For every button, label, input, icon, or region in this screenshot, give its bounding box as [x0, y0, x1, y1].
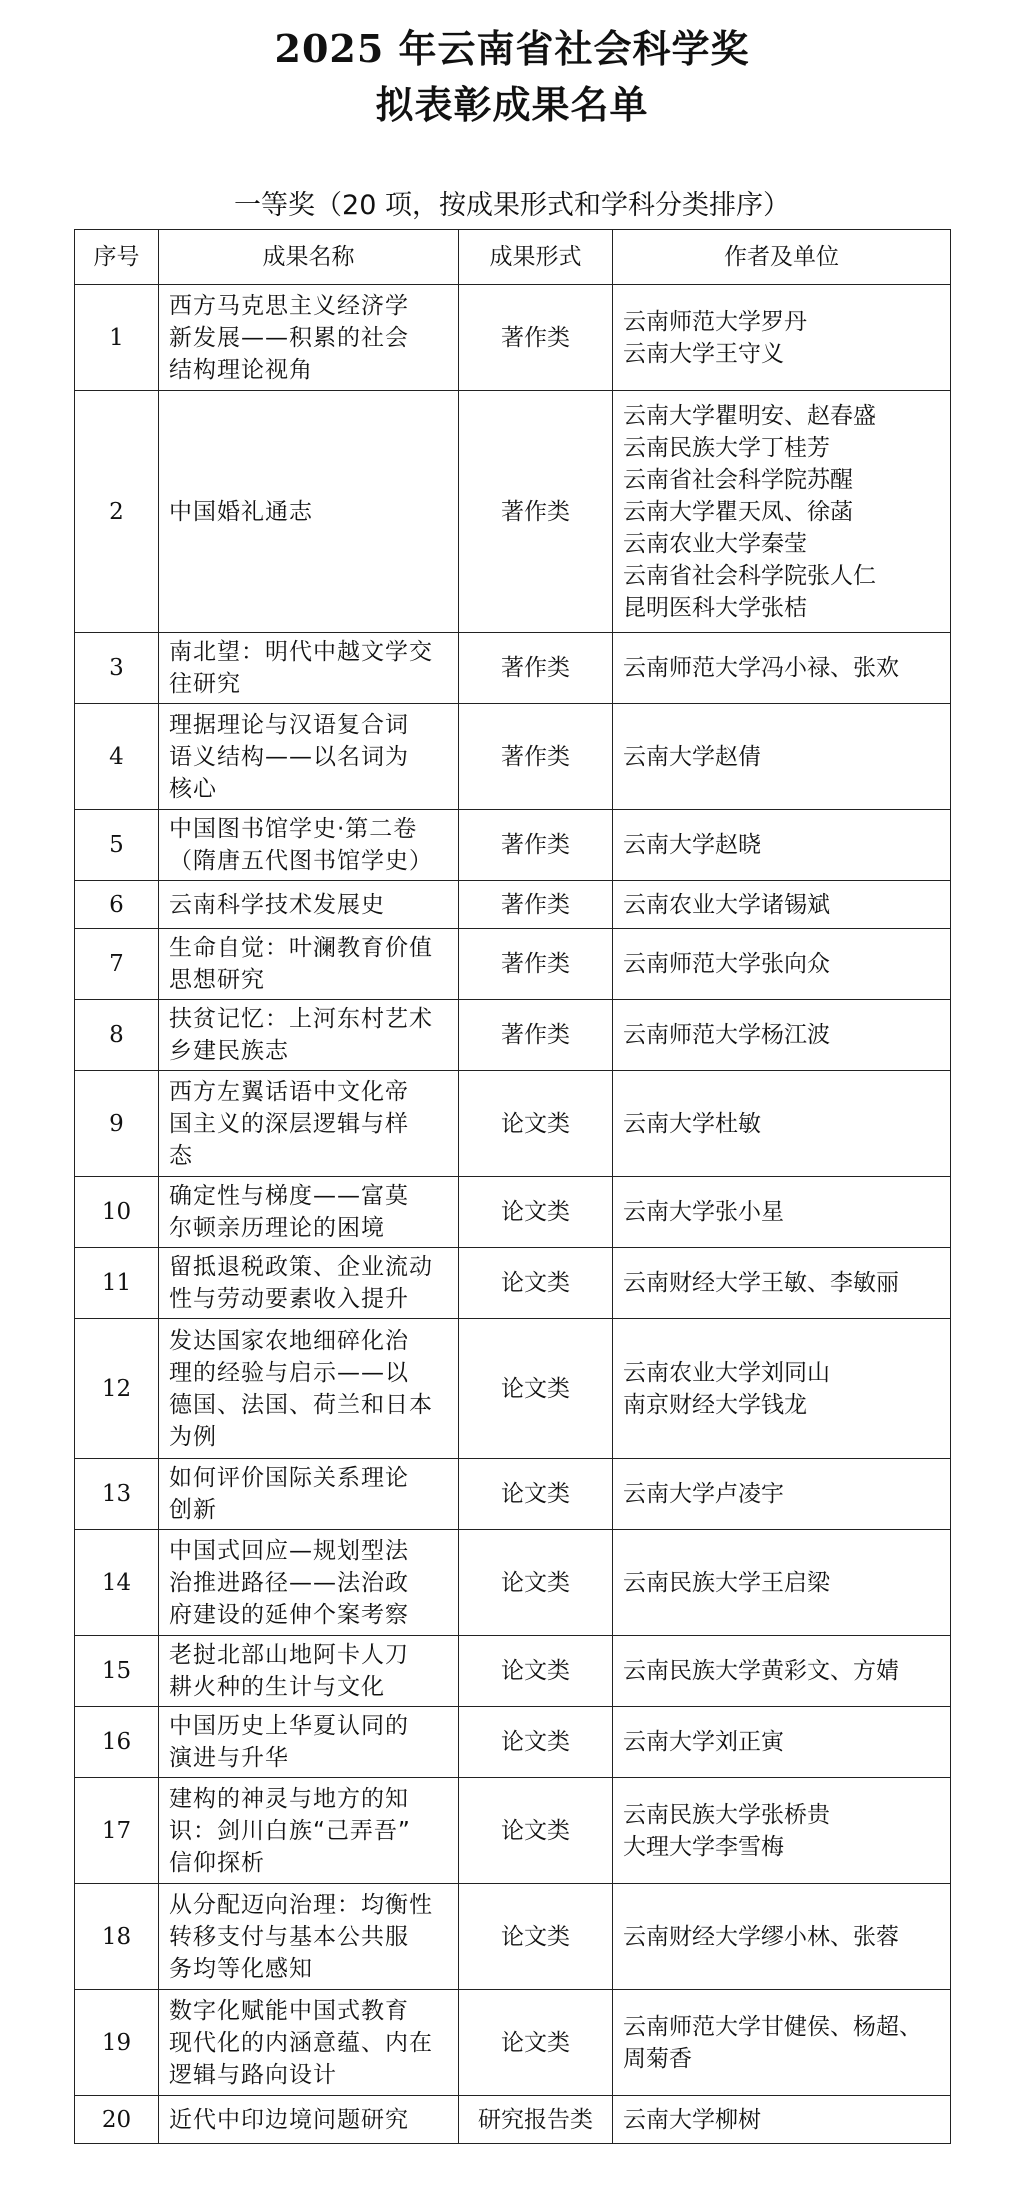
document-title-line2: 拟表彰成果名单: [375, 82, 649, 127]
achievement-title-line: （隋唐五代图书馆学史）: [169, 848, 433, 874]
author-line: 云南大学刘正寅: [623, 1729, 784, 1755]
authors-and-units: [613, 929, 951, 1000]
row-number: 18: [75, 1884, 159, 1990]
author-line: 云南师范大学罗丹: [623, 308, 807, 335]
authors-and-units: [613, 1778, 951, 1884]
achievement-title-line: 西方左翼话语中文化帝: [169, 1078, 409, 1105]
achievement-title: [159, 1459, 459, 1530]
table-row: [75, 881, 951, 929]
table-row: [75, 633, 951, 704]
achievement-title: [159, 633, 459, 704]
achievement-title: [159, 1778, 459, 1884]
author-line: 昆明医科大学张桔: [623, 594, 807, 621]
authors-and-units: [613, 1636, 951, 1707]
achievement-form: 论文类: [459, 1707, 613, 1778]
achievement-title-line: 留抵退税政策、企业流动: [169, 1254, 433, 1280]
author-line: 云南师范大学张向众: [623, 951, 830, 977]
document-title-line1: 2025 年云南省社会科学奖: [274, 26, 750, 71]
author-line: 云南大学王守义: [623, 340, 784, 367]
achievement-title-line: 现代化的内涵意蕴、内在: [169, 2029, 433, 2056]
authors-and-units: [613, 285, 951, 391]
achievement-form: 论文类: [459, 1248, 613, 1319]
achievement-form: 著作类: [459, 810, 613, 881]
table-row: [75, 1636, 951, 1707]
author-line: 云南师范大学甘健侯、杨超、: [623, 2013, 922, 2040]
achievement-form: 著作类: [459, 391, 613, 633]
table-row: [75, 1071, 951, 1177]
achievement-title-line: 从分配迈向治理：均衡性: [169, 1891, 433, 1918]
achievement-title-line: 生命自觉：叶澜教育价值: [169, 935, 433, 961]
author-line: 云南民族大学丁桂芳: [623, 434, 830, 461]
achievement-title-line: 中国图书馆学史·第二卷: [169, 816, 418, 842]
achievement-title: [159, 881, 459, 929]
authors-and-units: [613, 391, 951, 633]
achievement-title-line: 性与劳动要素收入提升: [169, 1286, 409, 1312]
achievement-form: 著作类: [459, 633, 613, 704]
table-row: [75, 1177, 951, 1248]
achievement-title: [159, 1000, 459, 1071]
achievement-title-line: 建构的神灵与地方的知: [169, 1785, 409, 1812]
author-line: 云南大学瞿天凤、徐菡: [623, 498, 853, 525]
achievement-form: 论文类: [459, 1459, 613, 1530]
header-number: 序号: [75, 230, 159, 285]
achievement-title: [159, 1884, 459, 1990]
author-line: 周菊香: [623, 2045, 692, 2072]
achievement-title-line: 为例: [169, 1423, 217, 1450]
row-number: 12: [75, 1319, 159, 1459]
row-number: 16: [75, 1707, 159, 1778]
table-row: [75, 1000, 951, 1071]
header-title: 成果名称: [159, 230, 459, 285]
achievement-form: 著作类: [459, 1000, 613, 1071]
row-number: 6: [75, 881, 159, 929]
authors-and-units: [613, 704, 951, 810]
achievement-title: [159, 285, 459, 391]
row-number: 3: [75, 633, 159, 704]
achievement-title-line: 创新: [169, 1497, 217, 1523]
author-line: 云南省社会科学院苏醒: [623, 466, 853, 493]
authors-and-units: [613, 1248, 951, 1319]
achievement-title-line: 理的经验与启示——以: [169, 1359, 409, 1386]
achievement-form: 著作类: [459, 929, 613, 1000]
achievement-title: [159, 1177, 459, 1248]
achievement-title-line: 老挝北部山地阿卡人刀: [169, 1642, 409, 1668]
achievement-form: 论文类: [459, 1990, 613, 2096]
achievement-title: [159, 704, 459, 810]
achievement-form: 著作类: [459, 881, 613, 929]
achievement-form: 论文类: [459, 1530, 613, 1636]
row-number: 15: [75, 1636, 159, 1707]
authors-and-units: [613, 633, 951, 704]
table-row: [75, 285, 951, 391]
row-number: 10: [75, 1177, 159, 1248]
achievement-title-line: 信仰探析: [169, 1849, 265, 1876]
row-number: 9: [75, 1071, 159, 1177]
achievement-title-line: 逻辑与路向设计: [169, 2061, 337, 2088]
authors-and-units: [613, 1707, 951, 1778]
authors-and-units: [613, 1884, 951, 1990]
authors-and-units: [613, 810, 951, 881]
achievement-title-line: 发达国家农地细碎化治: [169, 1327, 409, 1354]
achievement-title-line: 结构理论视角: [169, 356, 313, 383]
awards-table: [74, 229, 951, 2144]
author-line: 云南民族大学黄彩文、方婧: [623, 1658, 899, 1684]
achievement-form: 研究报告类: [459, 2096, 613, 2144]
author-line: 云南财经大学王敏、李敏丽: [623, 1270, 899, 1296]
achievement-title-line: 云南科学技术发展史: [169, 891, 385, 918]
achievement-title: [159, 1319, 459, 1459]
table-row: [75, 704, 951, 810]
authors-and-units: [613, 1459, 951, 1530]
achievement-title-line: 德国、法国、荷兰和日本: [169, 1391, 433, 1418]
table-row: [75, 1530, 951, 1636]
achievement-title: [159, 1530, 459, 1636]
row-number: 14: [75, 1530, 159, 1636]
author-line: 云南农业大学诸锡斌: [623, 891, 830, 918]
achievement-title-line: 中国历史上华夏认同的: [169, 1713, 409, 1739]
achievement-form: 著作类: [459, 285, 613, 391]
achievement-title-line: 演进与升华: [169, 1745, 289, 1771]
achievement-title-line: 治推进路径——法治政: [169, 1569, 409, 1596]
author-line: 云南民族大学张桥贵: [623, 1801, 830, 1828]
row-number: 17: [75, 1778, 159, 1884]
authors-and-units: [613, 1000, 951, 1071]
achievement-title-line: 往研究: [169, 671, 241, 697]
achievement-title-line: 思想研究: [169, 967, 265, 993]
achievement-title: [159, 929, 459, 1000]
author-line: 南京财经大学钱龙: [623, 1391, 807, 1418]
achievement-title-line: 耕火种的生计与文化: [169, 1674, 385, 1700]
row-number: 20: [75, 2096, 159, 2144]
row-number: 13: [75, 1459, 159, 1530]
author-line: 云南农业大学刘同山: [623, 1359, 830, 1386]
table-row: [75, 1248, 951, 1319]
achievement-title-line: 中国式回应—规划型法: [169, 1537, 409, 1564]
row-number: 2: [75, 391, 159, 633]
authors-and-units: [613, 1530, 951, 1636]
achievement-title-line: 核心: [169, 775, 217, 802]
authors-and-units: [613, 1990, 951, 2096]
authors-and-units: [613, 1177, 951, 1248]
table-row: [75, 1884, 951, 1990]
achievement-title-line: 态: [169, 1142, 193, 1169]
row-number: 8: [75, 1000, 159, 1071]
achievement-form: 论文类: [459, 1319, 613, 1459]
achievement-title-line: 务均等化感知: [169, 1955, 313, 1982]
achievement-title: [159, 1636, 459, 1707]
table-row: [75, 2096, 951, 2144]
row-number: 1: [75, 285, 159, 391]
author-line: 云南大学赵晓: [623, 832, 761, 858]
row-number: 4: [75, 704, 159, 810]
achievement-title-line: 识：剑川白族“己弄吾”: [169, 1817, 411, 1844]
achievement-title-line: 南北望：明代中越文学交: [169, 639, 433, 665]
achievement-form: 论文类: [459, 1071, 613, 1177]
achievement-title: [159, 1990, 459, 2096]
author-line: 云南民族大学王启梁: [623, 1569, 830, 1596]
achievement-title-line: 如何评价国际关系理论: [169, 1465, 409, 1491]
table-row: [75, 1459, 951, 1530]
author-line: 云南大学卢凌宇: [623, 1481, 784, 1507]
table-row: [75, 1319, 951, 1459]
author-line: 云南大学柳树: [623, 2106, 761, 2133]
achievement-form: 论文类: [459, 1177, 613, 1248]
achievement-title-line: 转移支付与基本公共服: [169, 1923, 409, 1950]
table-row: [75, 1707, 951, 1778]
row-number: 7: [75, 929, 159, 1000]
author-line: 云南师范大学冯小禄、张欢: [623, 655, 899, 681]
achievement-form: 论文类: [459, 1636, 613, 1707]
achievement-title: [159, 1071, 459, 1177]
achievement-title-line: 数字化赋能中国式教育: [169, 1997, 409, 2024]
authors-and-units: [613, 881, 951, 929]
table-header-row: [75, 230, 951, 285]
table-row: [75, 1778, 951, 1884]
author-line: 云南大学张小星: [623, 1199, 784, 1225]
author-line: 云南农业大学秦莹: [623, 530, 807, 557]
achievement-title: [159, 391, 459, 633]
author-line: 云南财经大学缪小林、张蓉: [623, 1923, 899, 1950]
author-line: 大理大学李雪梅: [623, 1833, 784, 1860]
achievement-title-line: 中国婚礼通志: [169, 498, 313, 525]
achievement-form: 论文类: [459, 1778, 613, 1884]
author-line: 云南师范大学杨江波: [623, 1022, 830, 1048]
achievement-form: 著作类: [459, 704, 613, 810]
table-row: [75, 810, 951, 881]
table-row: [75, 1990, 951, 2096]
achievement-title-line: 理据理论与汉语复合词: [169, 711, 409, 738]
row-number: 11: [75, 1248, 159, 1319]
author-line: 云南大学瞿明安、赵春盛: [623, 402, 876, 429]
achievement-title: [159, 1248, 459, 1319]
achievement-title-line: 乡建民族志: [169, 1038, 289, 1064]
achievement-title-line: 确定性与梯度——富莫: [169, 1183, 409, 1209]
header-authors: 作者及单位: [613, 230, 951, 285]
award-tier-subtitle: 一等奖（20 项，按成果形式和学科分类排序）: [234, 190, 790, 221]
achievement-title: [159, 810, 459, 881]
achievement-title-line: 府建设的延伸个案考察: [169, 1601, 409, 1628]
table-row: [75, 929, 951, 1000]
authors-and-units: [613, 1319, 951, 1459]
header-form: 成果形式: [459, 230, 613, 285]
achievement-title-line: 扶贫记忆：上河东村艺术: [169, 1006, 433, 1032]
achievement-title-line: 尔顿亲历理论的困境: [169, 1215, 385, 1241]
authors-and-units: [613, 2096, 951, 2144]
achievement-title-line: 近代中印边境问题研究: [169, 2106, 409, 2133]
achievement-title-line: 新发展——积累的社会: [169, 324, 409, 351]
row-number: 5: [75, 810, 159, 881]
author-line: 云南大学赵倩: [623, 743, 761, 770]
achievement-form: 论文类: [459, 1884, 613, 1990]
author-line: 云南大学杜敏: [623, 1110, 761, 1137]
table-body: [75, 285, 951, 2144]
achievement-title: [159, 2096, 459, 2144]
authors-and-units: [613, 1071, 951, 1177]
achievement-title-line: 国主义的深层逻辑与样: [169, 1110, 409, 1137]
achievement-title-line: 语义结构——以名词为: [169, 743, 409, 770]
achievement-title: [159, 1707, 459, 1778]
table-row: [75, 391, 951, 633]
achievement-title-line: 西方马克思主义经济学: [169, 292, 409, 319]
author-line: 云南省社会科学院张人仁: [623, 562, 876, 589]
row-number: 19: [75, 1990, 159, 2096]
